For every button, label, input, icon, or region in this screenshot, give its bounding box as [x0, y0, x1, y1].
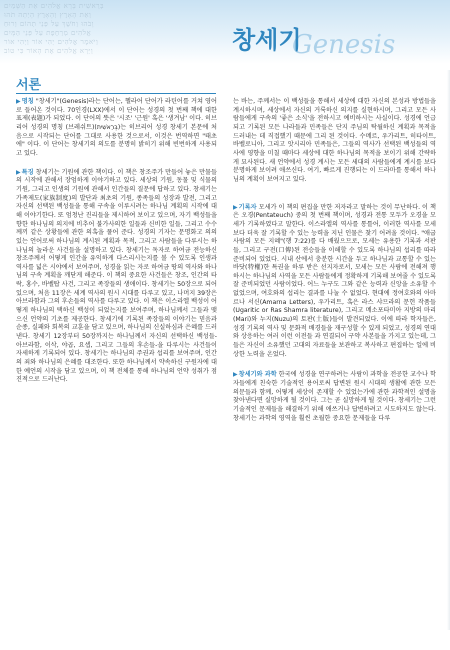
title-korean: 창세기: [232, 25, 302, 54]
paragraph-text: "창세기"(Genesis)라는 단어는, 헬라어 단어가 라틴어를 거쳐 영어로 들어온 것이다. 70인경(LXX)에서 이 단어는 성경의 첫 번째 책에 대한 표제(表題)가 되었다. 이 단어의 뜻은 '시조' '근원' 혹은 '생겨남' 이다. 히브리어 성경의 명칭 (브레쉬트)(בְּרֵאשִׁית)는 히브리어 성경 창세기 본문에 처음으로 시작되는 단어를 그대로 사용한 것으로서, 이것은 번역하면 "태초에" 이다. 이 단어는 창세기의 의도를 분명히 밝히기 위해 빈번하게 사용되고 있다.: [16, 98, 218, 157]
paragraph-myeongching: [16, 98, 217, 159]
paragraph-label: 특징: [21, 168, 34, 176]
paragraph-text: 한국에 성경을 연구하려는 사람이 과학을 전공한 교수나 학자들에게 친숙한 기술적인 용어로써 답변된 원시 시대의 생활에 관한 모든 의문들과 함께, 어떻게 세상이 존재할 수 있었는가에 관한 과학적인 설명을 찾아낸다면 실망하게 될 것이다. 그는 곧 실망하게 될 것이다. 창세기는 그런 기술적인 문제들을 해결하기 위해 애쓰거나 답변하려고 시도하지도 않는다. 창세기는 과학의 영역을 훨씬 초월한 중요한 문제들을 다루: [233, 371, 436, 422]
paragraph-label: 기록자: [238, 203, 257, 211]
paragraph-giho: [233, 204, 436, 360]
left-column: [16, 98, 217, 395]
paragraph-teukjing: [16, 169, 217, 385]
page-header: [0, 0, 450, 64]
paragraph-text: 창세기는 기원에 관한 책이다. 이 책은 창조주가 만들어 놓은 만물들의 시작에 관해서 장엄하게 이야기하고 있다. 세상의 기원, 동물 및 식물의 기원, 그리고 인생의 기원에 관해서 인간들의 질문에 답하고 있다. 창세기는 가족제도(家族制度)의 발단과 최초의 기원, 종족들의 성장과 발전, 그리고 자신의 선택된 백성들을 통해 구속을 이루시려는 하나님 계획의 시작에 대해 이야기한다. 또 엄청난 진리들을 제시하여 보이고 있으며, 자기 백성들을 향한 하나님의 의지에 비추어 불가사의한 일들과 신비한 일들, 그리고 수수께끼 같은 상황들에 관한 의혹을 풀어 준다. 성경의 기자는 문명화고 의의 있는 언어로써 하나님의 계시된 계획과 목적, 그리고 사람들을 다루시는 하나님의 놀라운 사건들을 설명하고 있다. 창세기는 독자로 하여금 전능하신 창조주께서 어떻게 인간을 유익하게 다스리시는지를 볼 수 있도록 인생과 역사를 넓은 시야에서 보여주며, 성경을 읽는 자로 하여금 땅의 역사와 하나님의 구속 계획을 깨닫게 해준다. 이 책의 중요한 사건들은 창조, 인간의 타락, 홍수, 바벨탑 사건, 그리고 족장들의 생애이다. 창세기는 50장으로 되어 있으며, 처음 11장은 세계 역사의 원시 시대를 다루고 있고, 나머지 39장은 아브라함과 그의 후손들의 역사를 다루고 있다. 이 책은 이스라엘 백성이 어떻게 하나님의 택하신 백성이 되었는지를 보여주며, 하나님께서 그들과 맺으신 언약의 기초를 제공한다. 창세기에 기록된 족장들의 이야기는 믿음과 순종, 실패와 회복의 교훈을 담고 있으며, 하나님의 신실하심과 은혜를 드러낸다. 창세기 12장부터 50장까지는 하나님께서 자신의 선택하신 백성들-아브라함, 이삭, 야곱, 요셉, 그리고 그들의 후손들-을 다루시는 사건들이 자세하게 기록되어 있다. 창세기는 하나님의 주권과 섭리를 보여주며, 인간의 죄와 하나님의 은혜를 대조한다. 또한 하나님께서 약속하신 구원자에 대한 예언의 시작을 담고 있으며, 이 책 전체를 통해 하나님의 언약 성취가 점진적으로 드러난다.: [16, 168, 217, 384]
arrow-icon: ▶: [16, 98, 21, 105]
paragraph-text: 는 바는, 주께서는 이 백성들을 통해서 세상에 대한 자신의 본성과 방법들을 계시하시며, 세상에서 자신의 거룩하신 의지를 실현하시며, 그리고 모든 사람들에게 구속의 '좋은 소식'을 전하시고 예비하시는 사실이다. 성경에 언급되고 기록된 모든 나라들과 민족들은 단지 주님의 탁월하신 계획과 목적을 드러내는 데 직접했기 때문에 그리 된 것이다. 수메르, 우가리트, 히타이트, 바벨로니아, 그리고 앗시리아 민족들은, 그들의 역사가 선택된 백성들의 역사에 영향을 미칠 때마다 세상에 대한 하나님의 목적을 보이기 위해 간략하게 묘사된다. 새 언약에서 성경 계시는 모든 세대의 사람들에게 계시를 보다 분명하게 보이려 애쓰신다. 여기, 빠르게 진행되는 이 드라마를 통해서 하나님의 계획이 보여지고 있다.: [233, 98, 436, 183]
arrow-icon: ▶: [16, 168, 21, 176]
title-english: Genesis: [292, 30, 396, 60]
section-divider: [16, 93, 216, 94]
hebrew-texture-background: בְּרֵאשִׁית בָּרָא אֱלֹהִים אֵת הַשָּׁמַיִם וְאֵת הָאָרֶץ וְהָאָרֶץ הָיְתָה תֹהוּ וָבֹהוּ וְחֹשֶׁךְ עַל פְּנֵי תְהוֹם וְרוּחַ אֱלֹהִים מְרַחֶפֶת עַל פְּנֵי הַמָּיִם וַיֹּאמֶר אֱלֹהִים יְהִי אוֹר וַיְהִי אוֹר וַיַּרְא אֱלֹהִים אֶת הָאוֹר כִּי טוֹב: [4, 2, 104, 55]
paragraph-label: 명칭: [21, 98, 34, 105]
paragraph-gwahak: [233, 371, 436, 423]
right-column: [233, 98, 436, 433]
section-heading: 서론: [16, 78, 42, 93]
paragraph-text: 모세가 이 책의 편집을 만한 저자라고 말하는 것이 무난하다. 이 책은 오경(Pentateuch) 중의 첫 번째 책이며, 성경과 전통 모두가 오경을 모세가 기록하였다고 말한다. 이스라엘의 역사를 통틀어, 이러한 역사를 모세보다 더욱 잘 기록할 수 있는 능력을 지닌 인물은 찾기 어려울 것이다. "애굽 사람의 모든 지혜"(행 7:22)를 다 배웠으므로, 모세는 유용한 기록과 서판들, 그리고 구전(口傳)된 전승들을 이해할 수 있도록 하나님의 섭리를 따라 준비되어 있었다. 시내 산에서 충분한 시간을 두고 하나님과 교통할 수 있는 바닷(特權)한 특권을 하루 받은 선지자로서, 모세는 모든 사람에 전해져 행하시는 하나님의 사역을 모든 사람들에게 정확하게 기록해 보여줄 수 있도록 잘 준비되었던 사람이었다. 어느 누구도 그와 같은 능력과 신앙을 소유할 수 없었으며, 여호와의 섭리는 결과를 나눌 수 없었다. 현대에 정여호와의 아마르나 서신(Amarna Letters), 우가리트, 혹은 라스 샤므라의 문헌 작품들(Ugaritic or Ras Shamra literature), 그리고 메소포타미아 지방의 마리(Mari)와 누지(Nuzu)의 토판(土版)들이 발견되었다. 이에 따라 학자들은, 성경 기록의 역사 및 문화적 배경들을 재구성할 수 있게 되었고, 성경의 연대와 상응하는 여러 이런 이전들 과 연결되어 구약 사본들을 가지고 있는데, 그들은 자신이 소유했던 고대의 자료들을 보관하고 복사하고 편집하는 일에 비상한 노력을 온었다.: [233, 203, 436, 358]
arrow-icon: ▶: [233, 203, 238, 211]
paragraph-continued: [233, 98, 436, 185]
paragraph-label: 창세기와 과학: [238, 371, 277, 379]
arrow-icon: ▶: [233, 371, 238, 379]
